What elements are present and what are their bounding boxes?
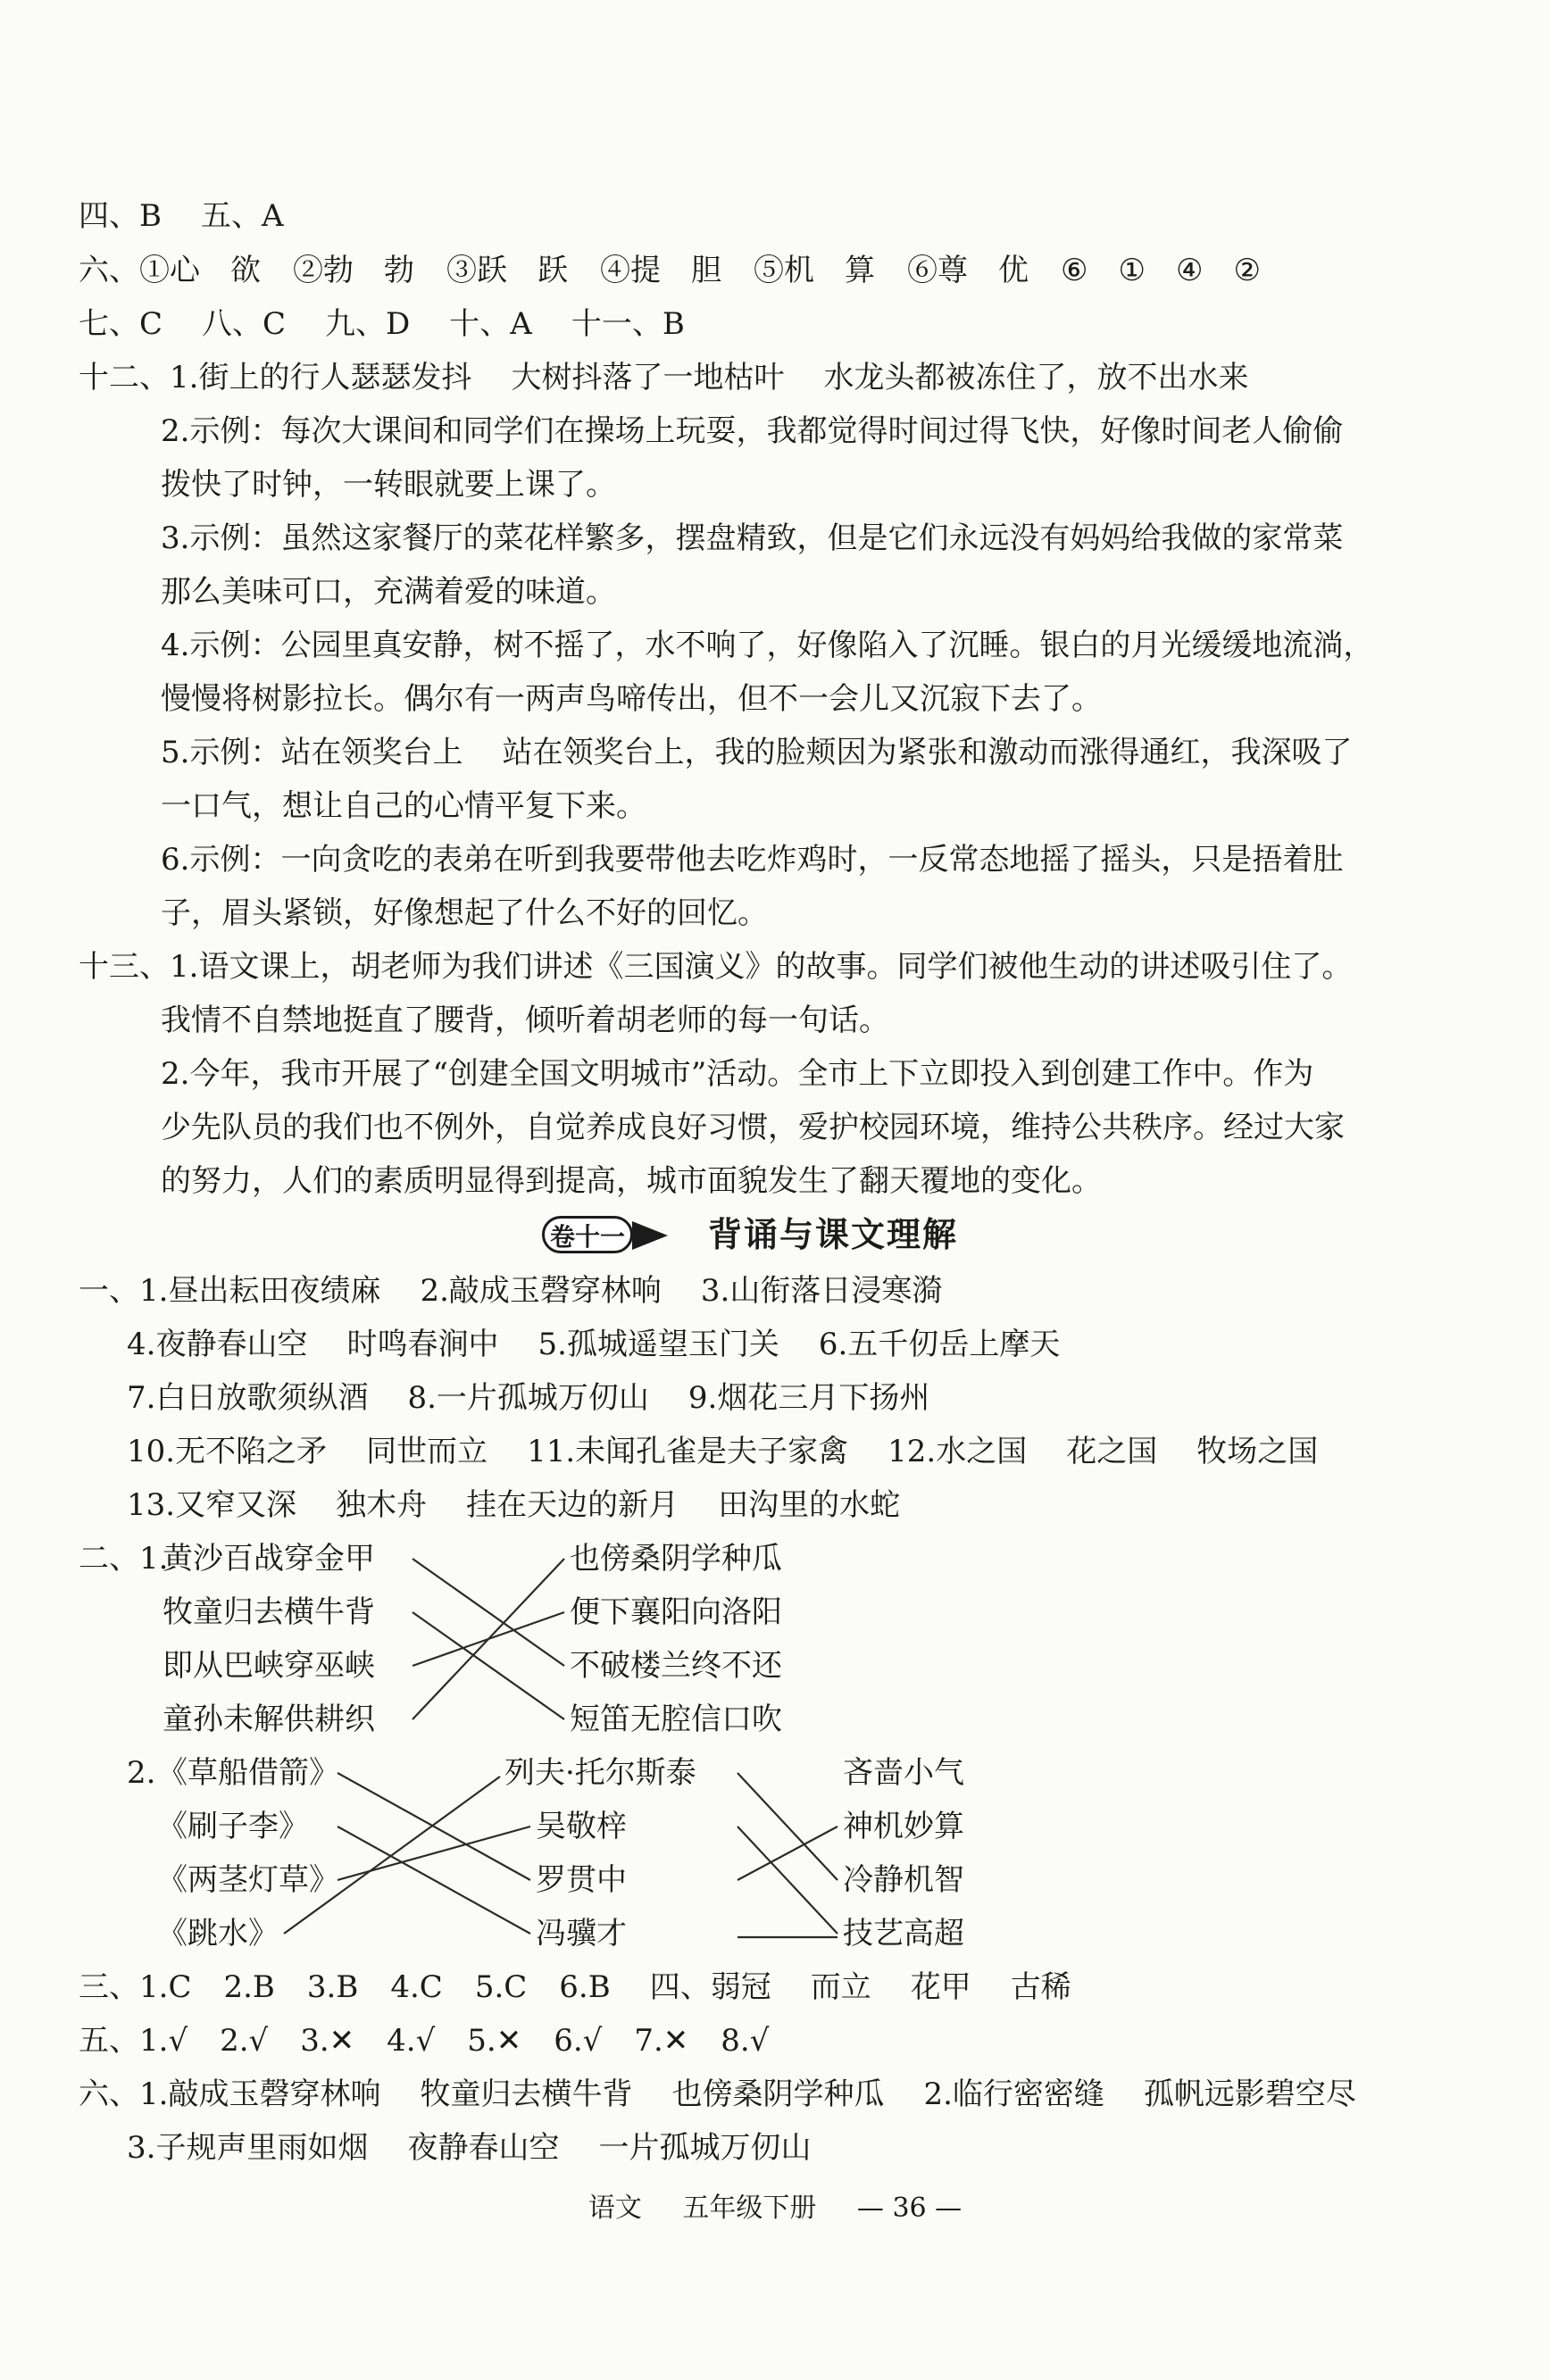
matching2-connector — [738, 1773, 838, 1880]
matching1-right-item: 便下襄阳向洛阳 — [570, 1594, 782, 1630]
answer-line-12-4a: 4.示例：公园里真安静，树不摇了，水不响了，好像陷入了沉睡。银白的月光缓缓地流淌， — [161, 628, 1374, 663]
answer-line-1-1to3: 一、1.昼出耘田夜绩麻 2.敲成玉磬穿林响 3.山衔落日浸寒漪 — [79, 1273, 943, 1309]
matching2-connector — [738, 1827, 838, 1934]
matching1-left-item: 牧童归去横牛背 — [162, 1594, 375, 1630]
answer-line-1-13: 13.又窄又深 独木舟 挂在天边的新月 田沟里的水蛇 — [127, 1487, 901, 1523]
answer-line-12-6a: 6.示例：一向贪吃的表弟在听到我要带他去吃炸鸡时，一反常态地摇了摇头，只是捂着肚 — [161, 842, 1344, 878]
answer-line-12-5a: 5.示例：站在领奖台上 站在领奖台上，我的脸颊因为紧张和激动而涨得通红，我深吸了 — [161, 735, 1353, 770]
matching1-left-item: 黄沙百战穿金甲 — [162, 1541, 375, 1577]
matching2-book: 《草船借箭》 — [157, 1755, 339, 1791]
answer-line-12-5b: 一口气，想让自己的心情平复下来。 — [161, 788, 646, 824]
page-number: — 36 — — [856, 2193, 962, 2224]
answer-line-13-2a: 2.今年，我市开展了“创建全国文明城市”活动。全市上下立即投入到创建工作中。作为 — [161, 1056, 1314, 1092]
answer-line-12-4b: 慢慢将树影拉长。偶尔有一两声鸟啼传出，但不一会儿又沉寂下去了。 — [161, 681, 1102, 717]
answer-line-1-4to6: 4.夜静春山空 时鸣春涧中 5.孤城遥望玉门关 6.五千仞岳上摩天 — [127, 1327, 1061, 1362]
footer-grade: 五年级下册 — [682, 2193, 817, 2224]
matching2-book: 《两茎灯草》 — [157, 1862, 339, 1898]
answer-line-13-2b: 少先队员的我们也不例外，自觉养成良好习惯，爱护校园环境，维持公共秩序。经过大家 — [161, 1110, 1345, 1145]
answer-line-12-2a: 2.示例：每次大课间和同学们在操场上玩耍，我都觉得时间过得飞快，好像时间老人偷偷 — [161, 413, 1344, 449]
matching1-left-item: 即从巴峡穿巫峡 — [162, 1648, 375, 1684]
matching1-right-item: 短笛无腔信口吹 — [570, 1702, 782, 1737]
answer-line-4-5: 四、B 五、A — [79, 198, 284, 234]
answer-line-12-3b: 那么美味可口，充满着爱的味道。 — [161, 574, 616, 610]
matching2-author: 吴敬梓 — [536, 1809, 627, 1844]
matching2-trait: 技艺高超 — [843, 1916, 964, 1951]
matching2-connector — [738, 1827, 838, 1880]
answer-line-13-1a: 十三、1.语文课上，胡老师为我们讲述《三国演义》的故事。同学们被他生动的讲述吸引住了。 — [79, 949, 1353, 985]
answer-line-12-3a: 3.示例：虽然这家餐厅的菜花样繁多，摆盘精致，但是它们永远没有妈妈给我做的家常菜 — [161, 520, 1344, 556]
matching2-trait: 神机妙算 — [843, 1809, 964, 1844]
answer-line-12-1: 十二、1.街上的行人瑟瑟发抖 大树抖落了一地枯叶 水龙头都被冻住了，放不出水来 — [79, 360, 1249, 395]
matching2-trait: 冷静机智 — [843, 1862, 964, 1898]
answer-line-13-2c: 的努力，人们的素质明显得到提高，城市面貌发生了翻天覆地的变化。 — [161, 1163, 1102, 1199]
matching1-right-item: 不破楼兰终不还 — [570, 1648, 782, 1684]
matching2-author: 列夫·托尔斯泰 — [504, 1755, 696, 1791]
matching1-label: 二、1. — [79, 1541, 169, 1577]
answer-line-1-10to12: 10.无不陷之矛 同世而立 11.未闻孔雀是夫子家禽 12.水之国 花之国 牧场之国 — [127, 1434, 1319, 1469]
page-footer — [0, 2191, 1550, 2226]
section-title: 背诵与课文理解 — [708, 1215, 959, 1254]
matching1-connector — [412, 1559, 564, 1666]
answer-line-6: 六、①心 欲 ②勃 勃 ③跃 跃 ④提 胆 ⑤机 算 ⑥尊 优 ⑥ ① ④ ② — [79, 253, 1261, 288]
matching2-trait: 吝啬小气 — [843, 1755, 964, 1791]
answer-line-7-11: 七、C 八、C 九、D 十、A 十一、B — [79, 306, 685, 342]
answer-line-12-2b: 拨快了时钟，一转眼就要上课了。 — [161, 467, 616, 503]
answer-line-3-4: 三、1.C 2.B 3.B 4.C 5.C 6.B 四、弱冠 而立 花甲 古稀 — [79, 1969, 1071, 2005]
matching1-connector — [412, 1612, 564, 1719]
matching1-left-item: 童孙未解供耕织 — [162, 1702, 375, 1737]
answer-line-13-1b: 我情不自禁地挺直了腰背，倾听着胡老师的每一句话。 — [161, 1003, 889, 1038]
footer-subject: 语文 — [588, 2193, 642, 2224]
answer-line-12-6b: 子，眉头紧锁，好像想起了什么不好的回忆。 — [161, 895, 768, 931]
matching2-connector — [338, 1773, 530, 1880]
matching2-author: 罗贯中 — [536, 1862, 627, 1898]
answer-line-5: 五、1.√ 2.√ 3.✕ 4.√ 5.✕ 6.√ 7.✕ 8.√ — [79, 2023, 770, 2059]
answer-line-1-7to9: 7.白日放歌须纵酒 8.一片孤城万仞山 9.烟花三月下扬州 — [127, 1380, 930, 1416]
section-badge: 卷十一 — [542, 1216, 633, 1253]
matching2-label: 2. — [127, 1755, 156, 1791]
answer-line-6-3: 3.子规声里雨如烟 夜静春山空 一片孤城万仞山 — [127, 2130, 812, 2166]
matching2-connector — [284, 1777, 500, 1934]
matching1-connector — [412, 1559, 564, 1719]
matching2-book: 《跳水》 — [157, 1916, 279, 1951]
matching2-book: 《刷子李》 — [157, 1809, 309, 1844]
matching2-author: 冯骥才 — [536, 1916, 627, 1951]
matching1-right-item: 也傍桑阴学种瓜 — [570, 1541, 782, 1577]
matching2-connector — [338, 1827, 530, 1934]
answer-line-6-1-2: 六、1.敲成玉磬穿林响 牧童归去横牛背 也傍桑阴学种瓜 2.临行密密缝 孤帆远影碧空尽 — [79, 2076, 1356, 2112]
matching2-connector — [338, 1827, 530, 1880]
